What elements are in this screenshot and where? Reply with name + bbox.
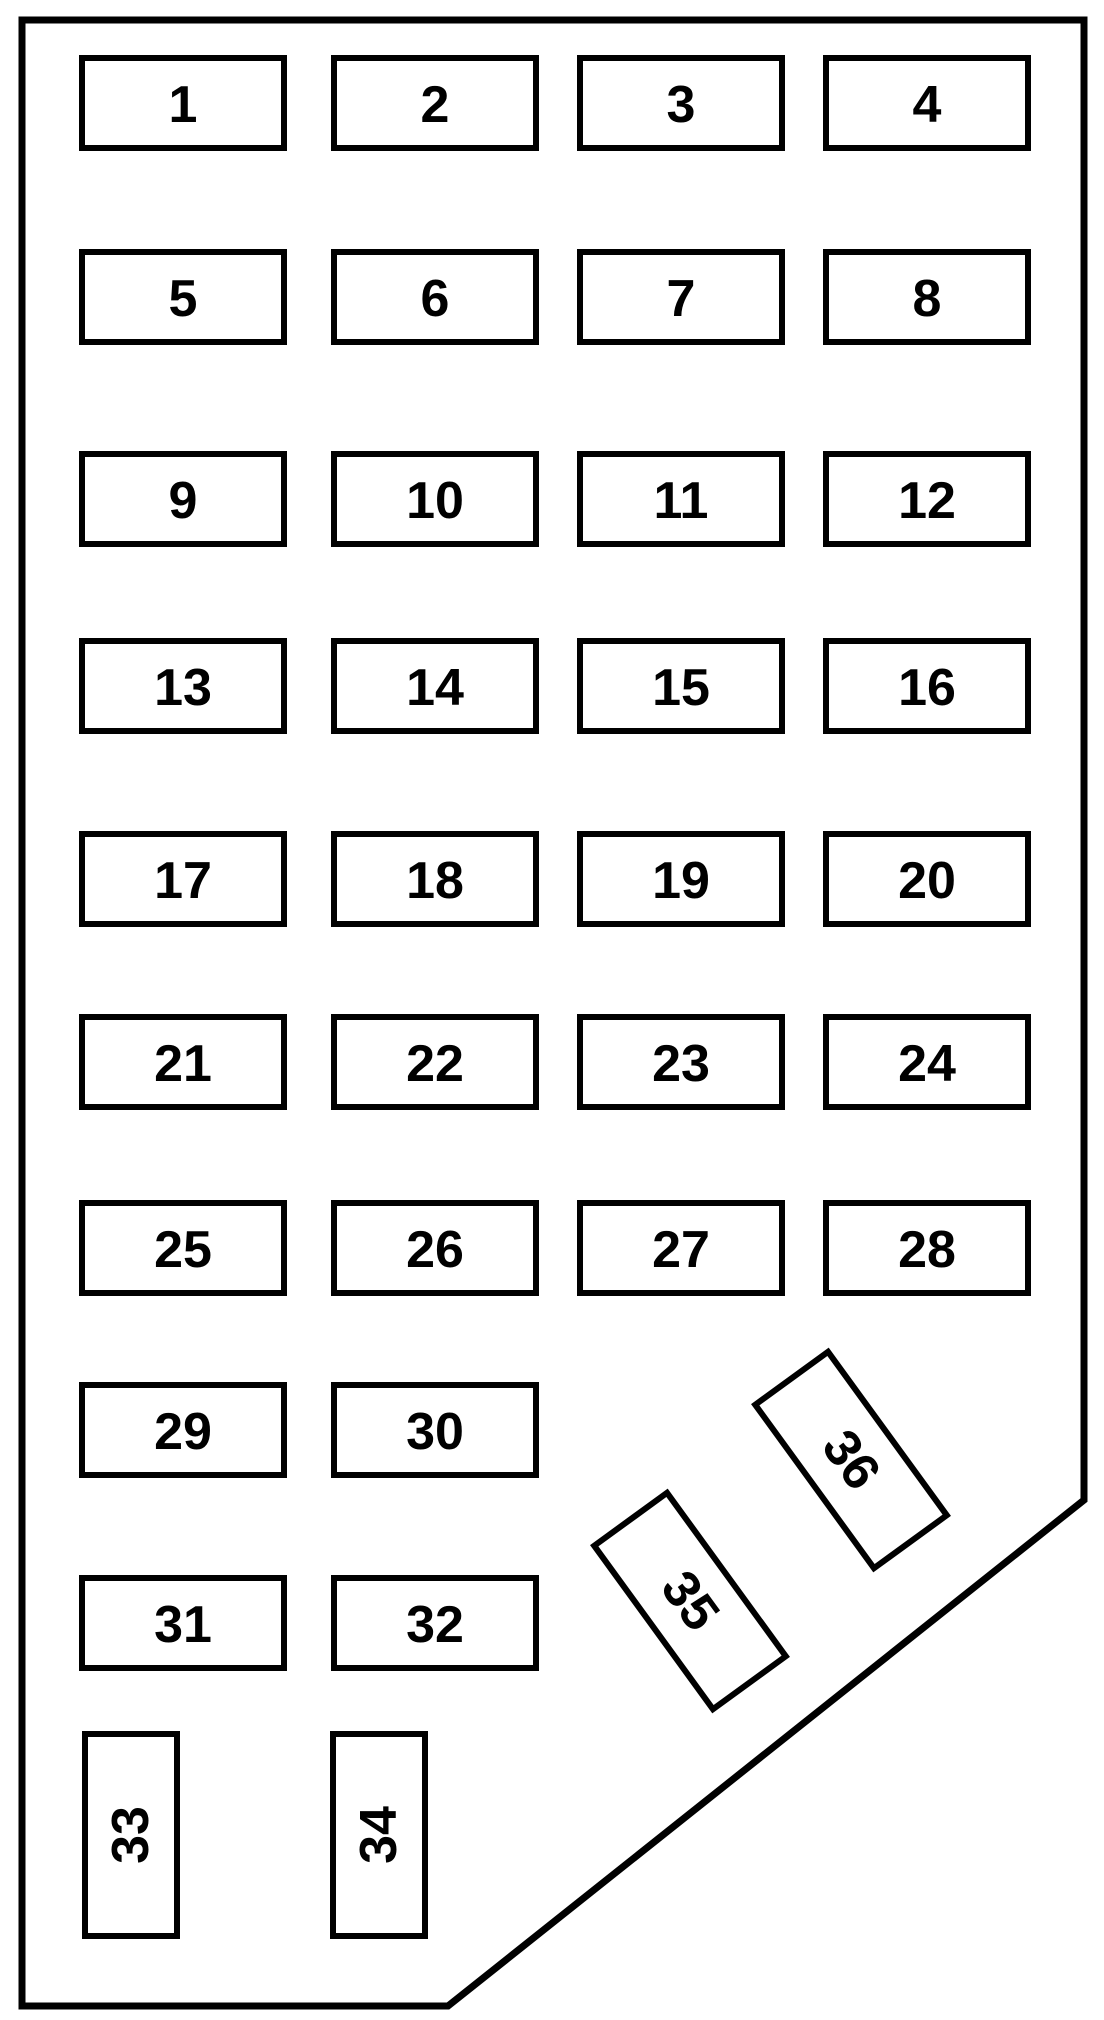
- fuse-30: [334, 1385, 536, 1475]
- fuse-19: [580, 834, 782, 924]
- fuse-26: [334, 1203, 536, 1293]
- fuse-4-label: 4: [912, 76, 942, 134]
- fuse-15: [580, 641, 782, 731]
- fuse-23-label: 23: [652, 1035, 710, 1093]
- fuse-15-label: 15: [652, 659, 710, 717]
- fuse-30-label: 30: [406, 1403, 464, 1461]
- fuse-21-label: 21: [154, 1035, 212, 1093]
- fuse-1: [82, 58, 284, 148]
- fuse-23: [580, 1017, 782, 1107]
- fuse-14: [334, 641, 536, 731]
- fuse-9: [82, 454, 284, 544]
- fuse-1-label: 1: [168, 76, 198, 134]
- fuse-28: [826, 1203, 1028, 1293]
- fuse-28-label: 28: [898, 1221, 956, 1279]
- fuse-20: [826, 834, 1028, 924]
- fuse-20-label: 20: [898, 852, 956, 910]
- fuse-6: [334, 252, 536, 342]
- fuse-12: [826, 454, 1028, 544]
- fuse-22-label: 22: [406, 1035, 464, 1093]
- fuse-10-label: 10: [406, 472, 464, 530]
- fuse-4: [826, 58, 1028, 148]
- fuse-13-label: 13: [154, 659, 212, 717]
- fuse-29-label: 29: [154, 1403, 212, 1461]
- fuse-31: [82, 1578, 284, 1668]
- fuse-31-label: 31: [154, 1596, 212, 1654]
- fuse-3: [580, 58, 782, 148]
- fuse-12-label: 12: [898, 472, 956, 530]
- fuse-25-label: 25: [154, 1221, 212, 1279]
- fuse-16-label: 16: [898, 659, 956, 717]
- fuse-16: [826, 641, 1028, 731]
- fuse-8-label: 8: [912, 270, 942, 328]
- fuse-2-label: 2: [420, 76, 450, 134]
- fuse-24: [826, 1017, 1028, 1107]
- fuse-19-label: 19: [652, 852, 710, 910]
- fuse-32-label: 32: [406, 1596, 464, 1654]
- fuse-6-label: 6: [420, 270, 450, 328]
- fuse-36-label: 36: [810, 1419, 892, 1501]
- fuse-29: [82, 1385, 284, 1475]
- fuse-27-label: 27: [652, 1221, 710, 1279]
- fuse-17: [82, 834, 284, 924]
- fuse-11-label: 11: [653, 472, 709, 530]
- fuse-25: [82, 1203, 284, 1293]
- fuse-34: [333, 1734, 425, 1936]
- fuse-33: [85, 1734, 177, 1936]
- fuse-5-label: 5: [168, 270, 198, 328]
- fuse-22: [334, 1017, 536, 1107]
- fuse-14-label: 14: [406, 659, 464, 717]
- fuse-10: [334, 454, 536, 544]
- fuse-27: [580, 1203, 782, 1293]
- fuse-34-label: 34: [350, 1806, 408, 1864]
- fuse-33-label: 33: [102, 1806, 160, 1864]
- fuse-11: [580, 454, 782, 544]
- fuse-9-label: 9: [168, 472, 198, 530]
- fuse-13: [82, 641, 284, 731]
- fuse-24-label: 24: [898, 1035, 956, 1093]
- fuse-2: [334, 58, 536, 148]
- fuse-26-label: 26: [406, 1221, 464, 1279]
- fuse-5: [82, 252, 284, 342]
- fuse-21: [82, 1017, 284, 1107]
- fuse-8: [826, 252, 1028, 342]
- fuse-7-label: 7: [666, 270, 696, 328]
- fuse-32: [334, 1578, 536, 1668]
- fuse-18-label: 18: [406, 852, 464, 910]
- fuse-3-label: 3: [666, 76, 696, 134]
- fuse-35-label: 35: [649, 1560, 731, 1642]
- fuse-18: [334, 834, 536, 924]
- fuse-7: [580, 252, 782, 342]
- fuse-17-label: 17: [154, 852, 212, 910]
